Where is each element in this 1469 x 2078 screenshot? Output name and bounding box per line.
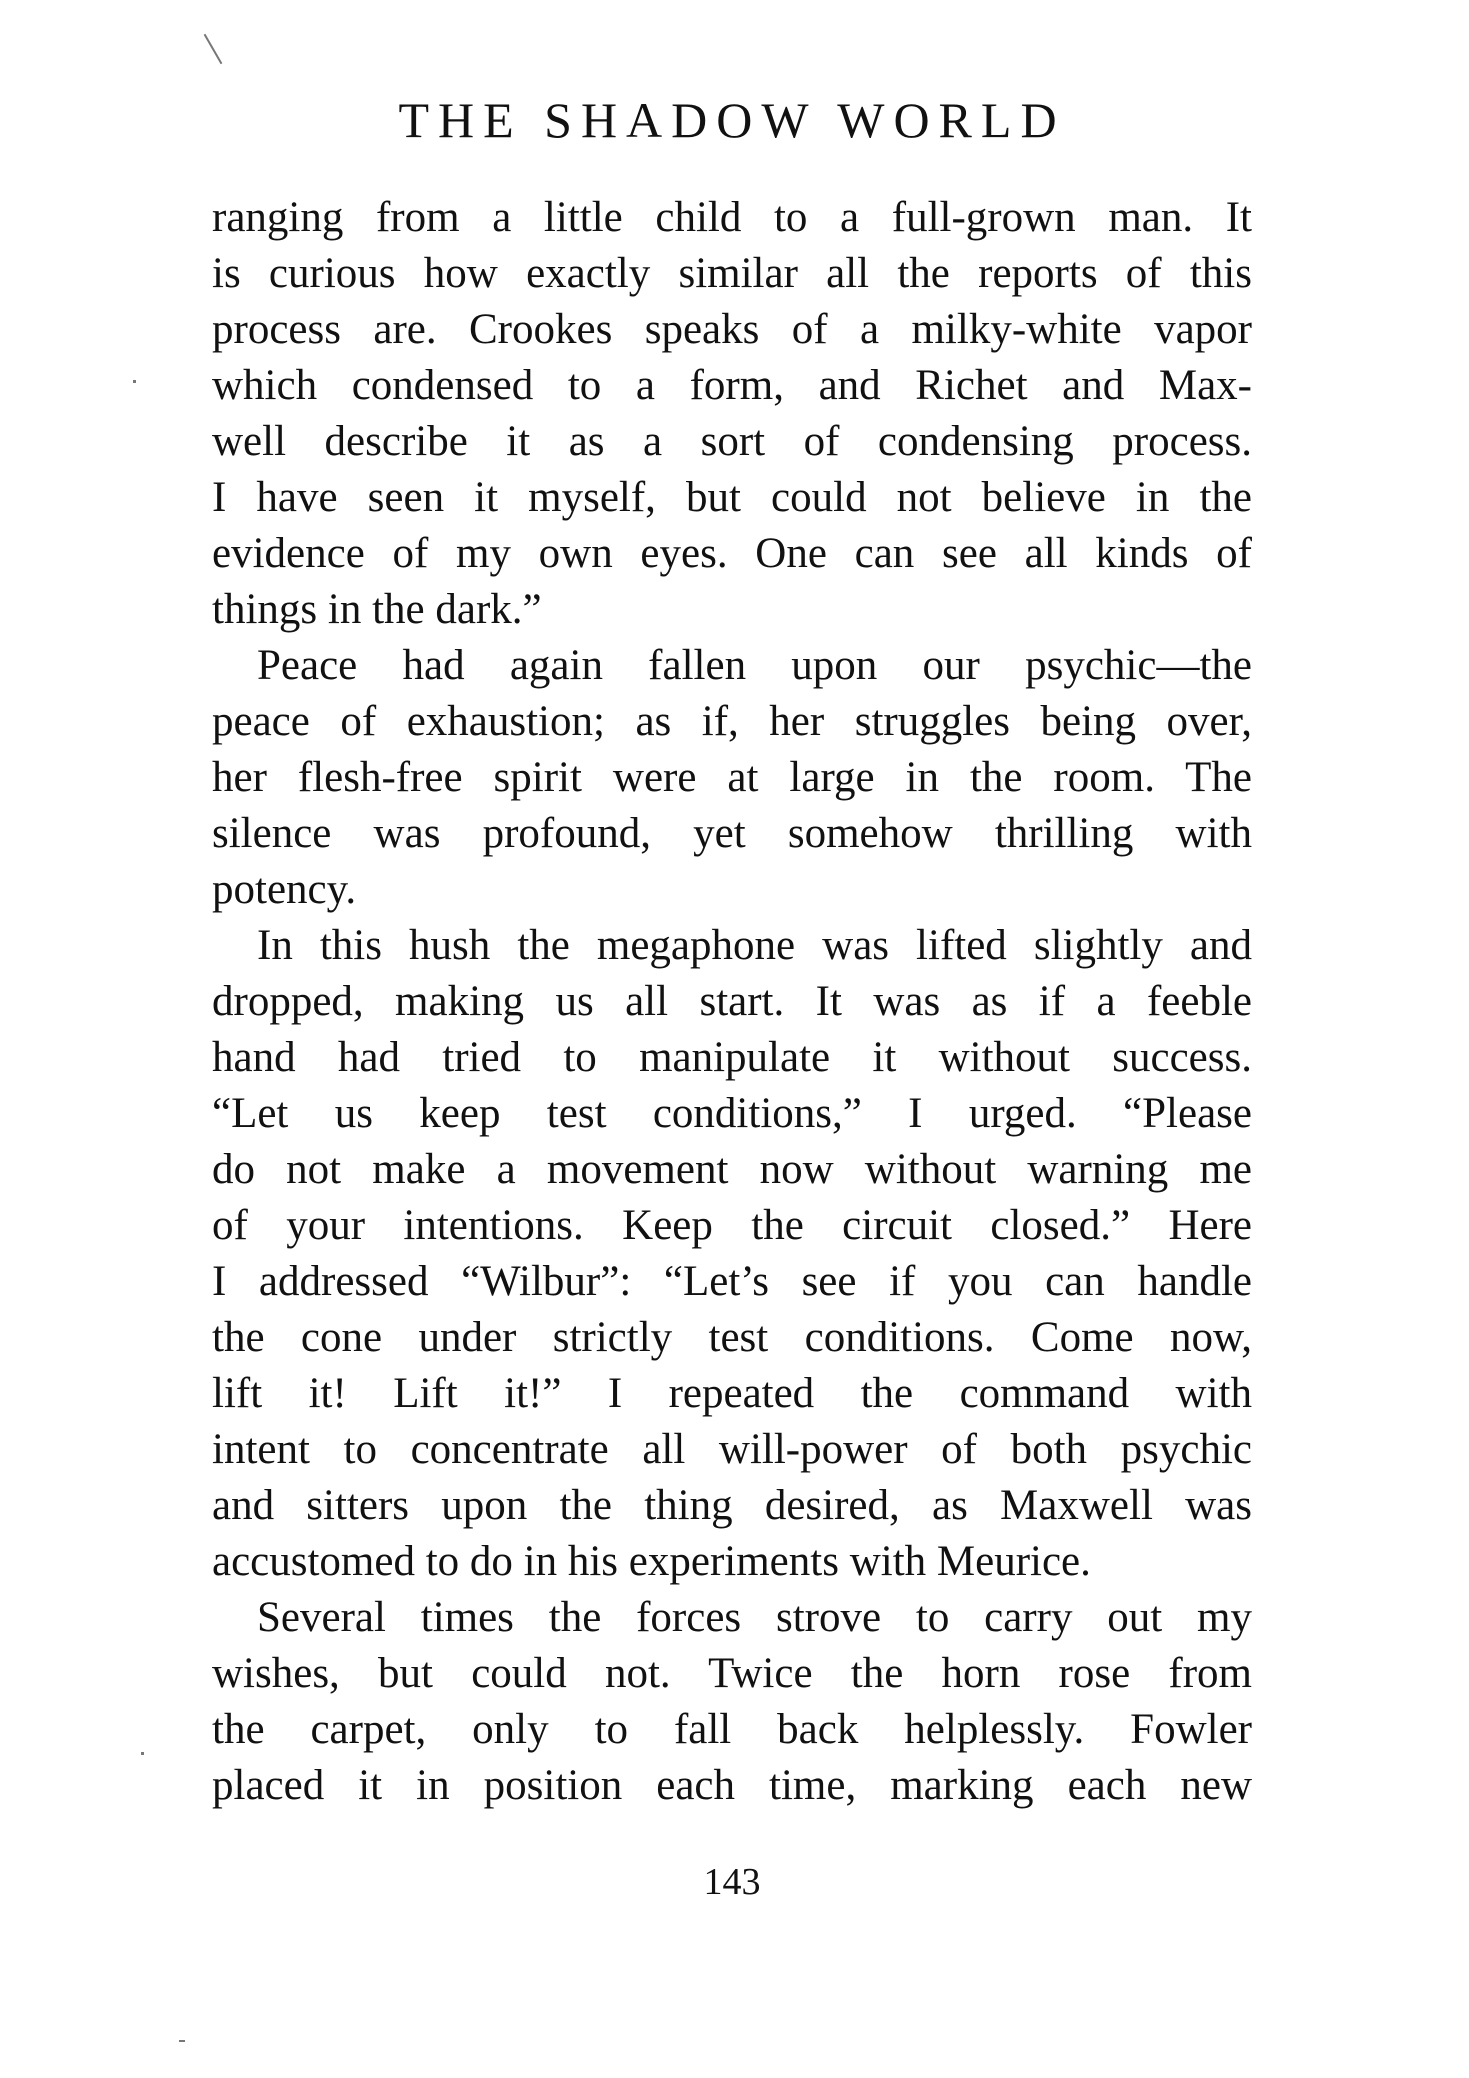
text-line: dropped, making us all start. It was as if a feeble: [212, 978, 1252, 1025]
text-line: well describe it as a sort of condensing process.: [212, 418, 1252, 465]
text-line: her flesh-free spirit were at large in the room. The: [212, 754, 1252, 801]
text-line: wishes, but could not. Twice the horn rose from: [212, 1650, 1252, 1697]
text-line: is curious how exactly similar all the reports of this: [212, 250, 1252, 297]
text-line: peace of exhaustion; as if, her struggles being over,: [212, 698, 1252, 745]
text-line: “Let us keep test conditions,” I urged. “Please: [212, 1090, 1252, 1137]
scan-speck: [179, 2040, 185, 2042]
text-line: potency.: [212, 866, 357, 913]
text-line: Peace had again fallen upon our psychic—the: [257, 642, 1252, 689]
text-line: I have seen it myself, but could not believe in the: [212, 474, 1252, 521]
scan-speck: [133, 380, 136, 383]
page-number: 143: [703, 1861, 761, 1903]
text-line: ranging from a little child to a full-grown man. It: [212, 194, 1252, 241]
text-line: the carpet, only to fall back helplessly. Fowler: [212, 1706, 1252, 1753]
text-line: hand had tried to manipulate it without success.: [212, 1034, 1252, 1081]
text-line: things in the dark.”: [212, 586, 542, 633]
text-line: of your intentions. Keep the circuit closed.” Here: [212, 1202, 1252, 1249]
body-text: [212, 190, 1252, 1814]
text-line: lift it! Lift it!” I repeated the command with: [212, 1370, 1252, 1417]
text-line: and sitters upon the thing desired, as Maxwell was: [212, 1482, 1252, 1529]
text-line: accustomed to do in his experiments with Meurice.: [212, 1538, 1091, 1585]
text-line: intent to concentrate all will-power of both psychic: [212, 1426, 1252, 1473]
text-line: do not make a movement now without warning me: [212, 1146, 1252, 1193]
scan-speck: [204, 34, 223, 64]
text-line: process are. Crookes speaks of a milky-white vapor: [212, 306, 1252, 353]
text-line: placed it in position each time, marking each new: [212, 1762, 1252, 1809]
text-line: silence was profound, yet somehow thrilling with: [212, 810, 1252, 857]
text-line: In this hush the megaphone was lifted slightly and: [257, 922, 1252, 969]
text-line: Several times the forces strove to carry out my: [257, 1594, 1252, 1641]
scan-speck: [141, 1752, 144, 1755]
text-line: which condensed to a form, and Richet and Max-: [212, 362, 1252, 409]
running-head-title: THE SHADOW WORLD: [398, 92, 1066, 148]
text-line: evidence of my own eyes. One can see all kinds of: [212, 530, 1252, 577]
text-line: I addressed “Wilbur”: “Let’s see if you can handle: [212, 1258, 1252, 1305]
text-line: the cone under strictly test conditions. Come now,: [212, 1314, 1252, 1361]
